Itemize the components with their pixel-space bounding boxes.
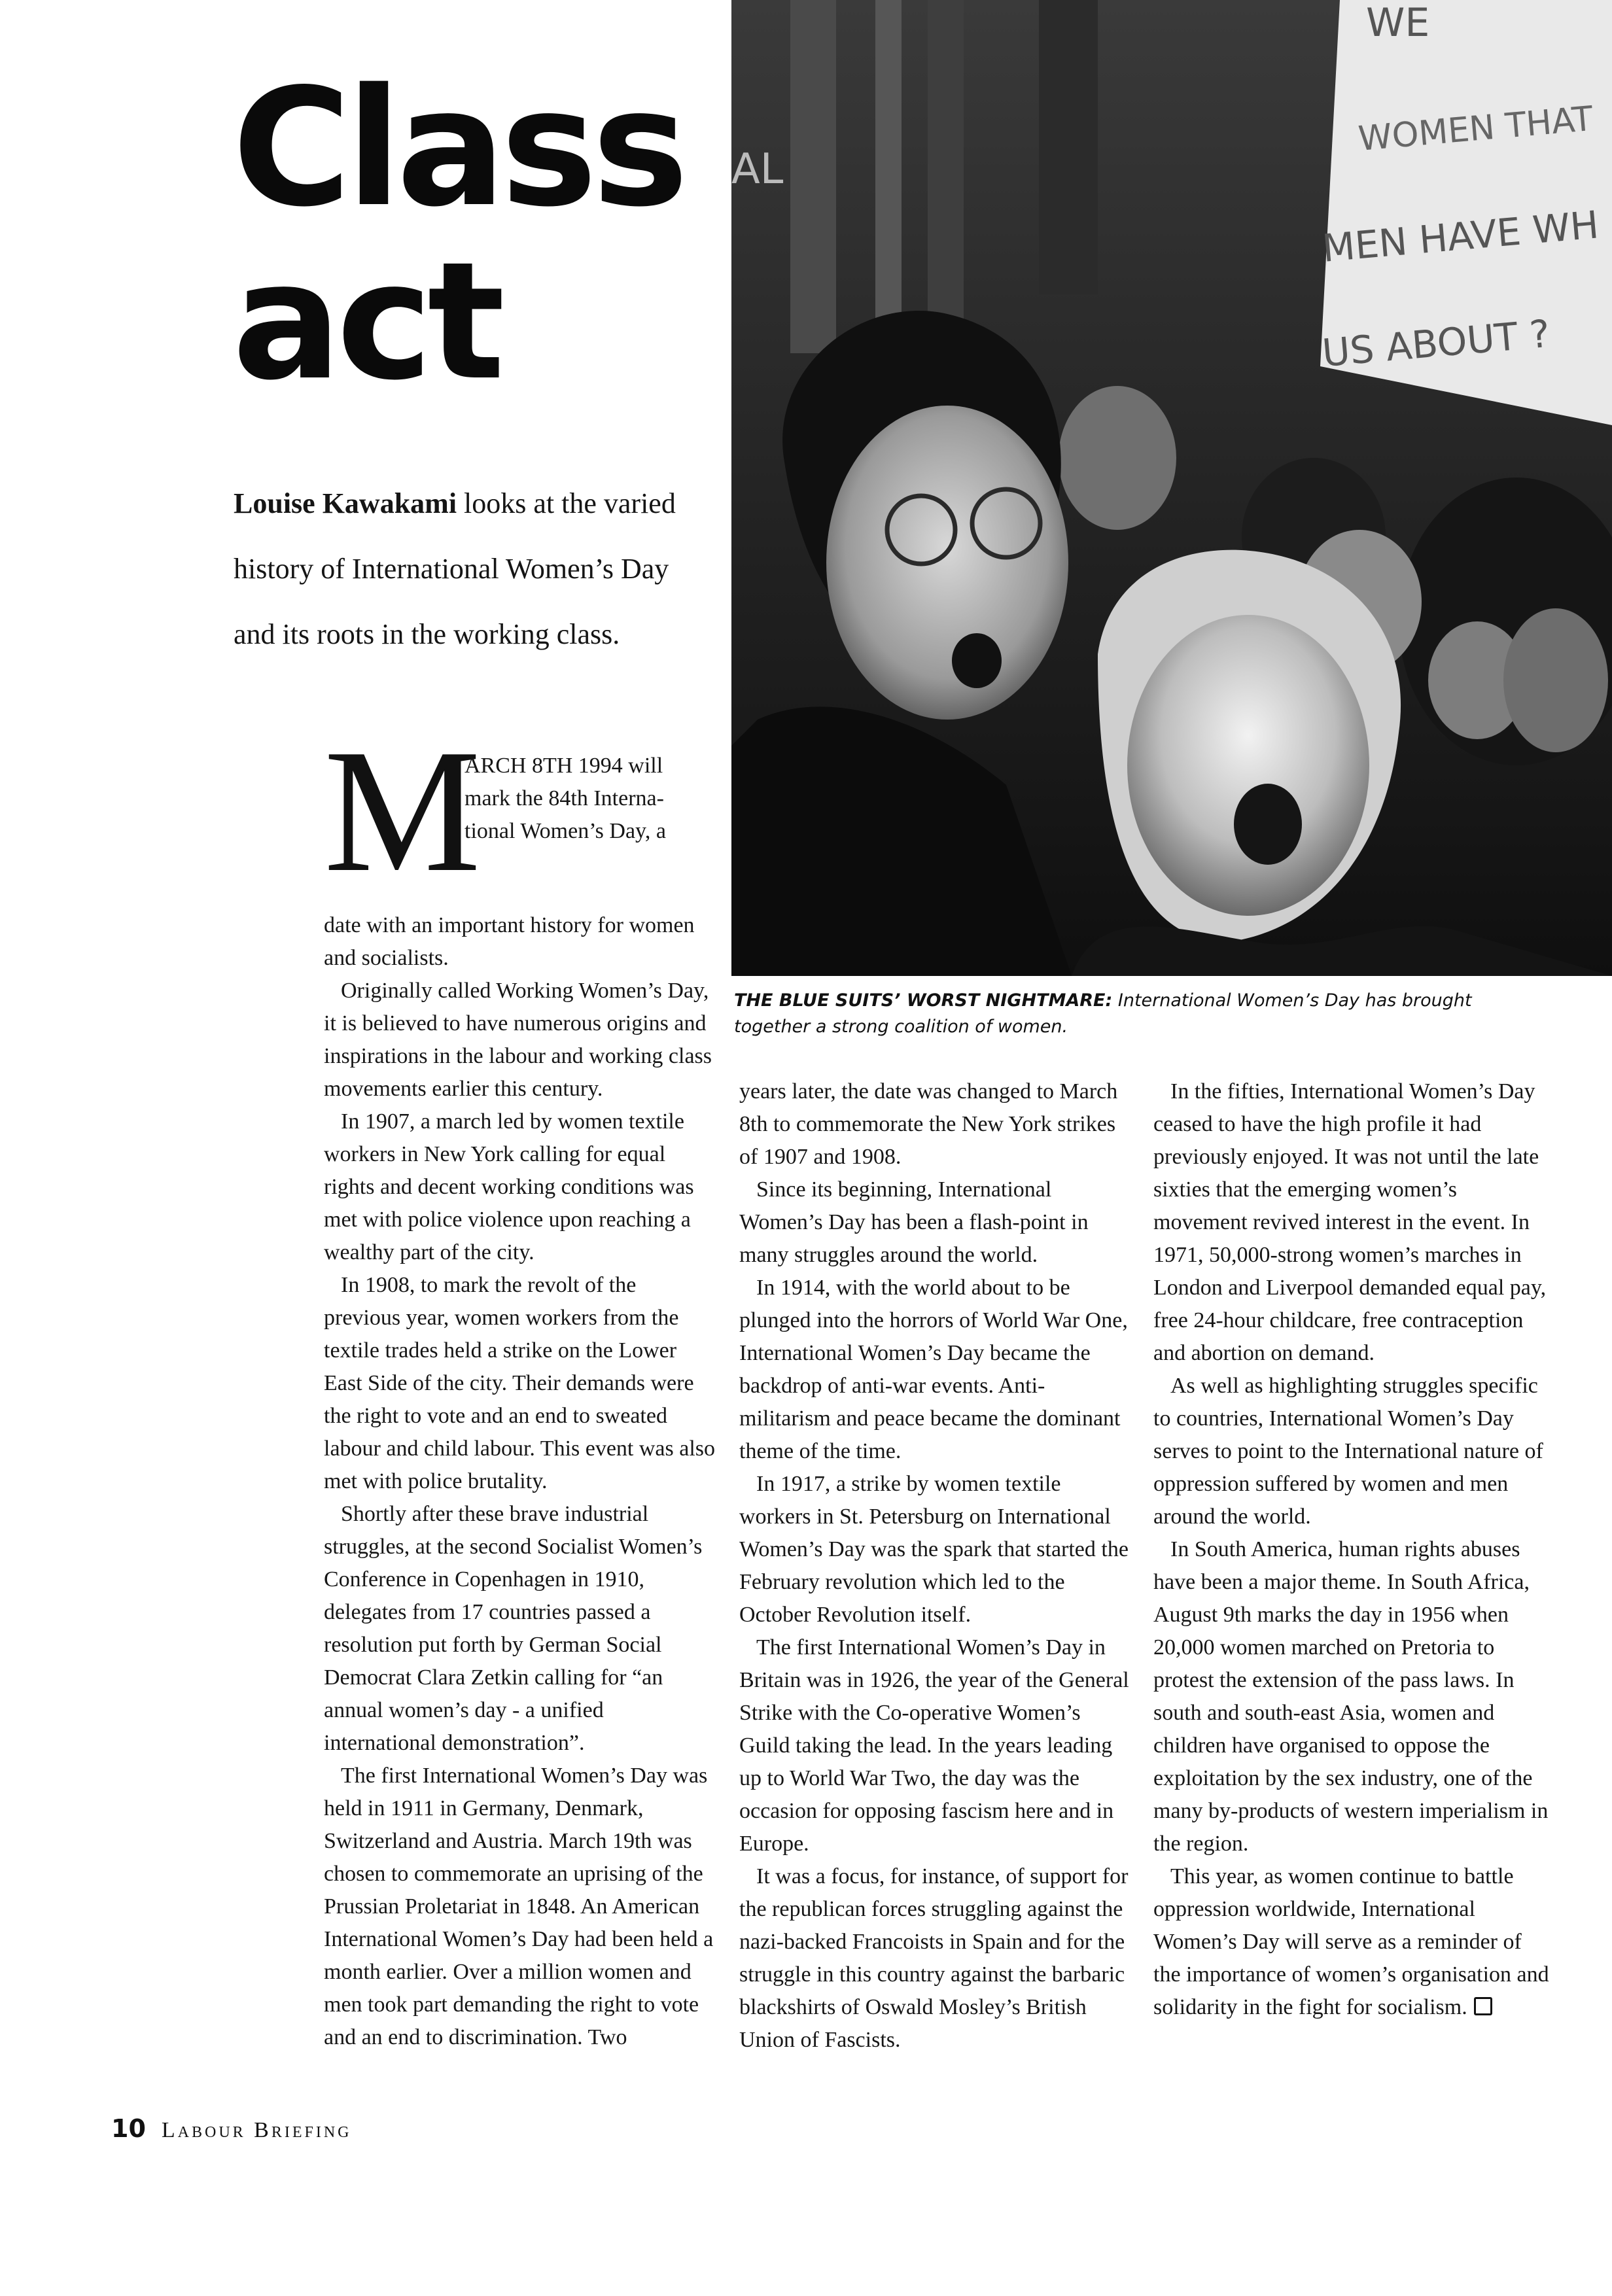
headline-line-1: Class	[232, 54, 684, 243]
protest-photo	[731, 0, 1612, 976]
crowd-face	[1503, 608, 1608, 752]
paragraph: In 1917, a strike by women textile workers in St. Petersburg on International Women’s Day was the spark that started the February revolution which led to the October Revolution itself.	[739, 1472, 1129, 1627]
article-column-2	[739, 1075, 1132, 2057]
drop-cap-lines	[464, 750, 716, 848]
singer-face	[826, 406, 1068, 720]
bg-pillar	[1039, 0, 1098, 294]
placard-text-left: AL	[731, 145, 784, 194]
article-column-1	[324, 713, 716, 2054]
photo-illustration	[731, 0, 1612, 976]
standfirst-line-1: looks at the varied	[457, 487, 676, 519]
standfirst-line-2: history of International Women’s Day	[234, 553, 669, 585]
closing-paragraph-text: This year, as women continue to battle oppression worldwide, International Women’s Day will serve as a reminder of the importance of women’s organisation and solidarity in the fight for socialism.	[1153, 1864, 1549, 2019]
end-mark-icon	[1474, 1997, 1492, 2015]
paragraph: date with an important history for women and socialists.	[324, 913, 695, 970]
drop-line: ARCH 8TH 1994 will	[464, 754, 663, 778]
publication-name: Labour Briefing	[161, 2118, 352, 2142]
caption-body: International Women’s Day has brought together a strong coalition of women.	[734, 990, 1472, 1037]
paragraph: In the fifties, International Women’s Day ceased to have the high profile it had previously enjoyed. It was not until the late sixties that the emerging women’s movement revived interest in the event. In 1971, 50,000-strong women’s marches in London and Liverpool demanded equal pay, free 24-hour childcare, free contraception and abortion on demand.	[1153, 1079, 1547, 1365]
crowd-face	[1059, 386, 1176, 530]
page-number: 10	[111, 2114, 146, 2143]
paragraph: It was a focus, for instance, of support for the republican forces struggling against the nazi-backed Francoists in Spain and for the struggle in this country against the barbaric blackshirts of Oswald Mosley’s British Union of Fascists.	[739, 1864, 1129, 2052]
paragraph: Originally called Working Women’s Day, it is believed to have numerous origins and inspirations in the labour and working class movements earlier this century.	[324, 979, 712, 1101]
standfirst	[234, 471, 731, 667]
paragraph: In South America, human rights abuses have been a major theme. In South Africa, August 9th marks the day in 1956 when 20,000 women marched on Pretoria to protest the extension of the pass laws. In south and south-east Asia, women and children have organised to oppose the exploitation by the sex industry, one of the many by-products of western imperialism in the region.	[1153, 1537, 1549, 1856]
placard-text: MEN HAVE WH	[1320, 202, 1601, 271]
paragraph: As well as highlighting struggles specific to countries, International Women’s Day serves to point to the International nature of oppression suffered by women and men around the world.	[1153, 1374, 1543, 1529]
open-mouth	[952, 633, 1002, 688]
paragraph: years later, the date was changed to March 8th to commemorate the New York strikes of 1907 and 1908.	[739, 1079, 1118, 1169]
placard-text: US ABOUT ?	[1320, 311, 1552, 375]
paragraph: The first International Women’s Day was held in 1911 in Germany, Denmark, Switzerland and Austria. March 19th was chosen to commemorate an uprising of the Prussian Proletariat in 1848. An American International Women’s Day had been held a month earlier. Over a million women and men took part demanding the right to vote and an end to discrimination. Two	[324, 1764, 714, 2049]
paragraph	[1153, 1860, 1549, 2024]
placard-text: WOMEN THAT	[1356, 99, 1595, 159]
article-column-3	[1153, 1075, 1549, 2024]
paragraph: Since its beginning, International Women’s Day has been a flash-point in many struggles around the world.	[739, 1177, 1089, 1267]
placard-text: WE	[1366, 0, 1430, 46]
drop-line: tional Women’s Day, a	[464, 819, 666, 843]
bg-pillar	[790, 0, 836, 353]
singer-face	[1127, 615, 1369, 916]
headline	[232, 54, 684, 416]
paragraph: In 1914, with the world about to be plunged into the horrors of World War One, International Women’s Day became the backdrop of anti-war events. Anti-militarism and peace became the dominant theme of the time.	[739, 1276, 1128, 1463]
caption-heading: THE BLUE SUITS’ WORST NIGHTMARE:	[734, 990, 1113, 1011]
paragraph: In 1908, to mark the revolt of the previous year, women workers from the textile trades held a strike on the Lower East Side of the city. Their demands were the right to vote and an end to sweated labour and child labour. This event was also met with police brutality.	[324, 1273, 716, 1493]
paragraph: In 1907, a march led by women textile workers in New York calling for equal rights and decent working conditions was met with police violence upon reaching a wealthy part of the city.	[324, 1109, 694, 1264]
author-name: Louise Kawakami	[234, 487, 457, 519]
paragraph: Shortly after these brave industrial struggles, at the second Socialist Women’s Conference in Copenhagen in 1910, delegates from 17 countries passed a resolution put forth by German Social Democrat Clara Zetkin calling for “an annual women’s day - a unified international demonstration”.	[324, 1502, 703, 1755]
paragraph: The first International Women’s Day in Britain was in 1926, the year of the General Strike with the Co-operative Women’s Guild taking the lead. In the years leading up to World War Two, the day was the occasion for opposing fascism here and in Europe.	[739, 1635, 1129, 1856]
open-mouth	[1234, 784, 1302, 865]
drop-cap: M	[324, 713, 482, 909]
bg-pillar	[928, 0, 964, 340]
standfirst-line-3: and its roots in the working class.	[234, 618, 620, 650]
page-footer	[111, 2114, 352, 2143]
headline-line-2: act	[232, 228, 500, 416]
photo-caption	[734, 988, 1545, 1040]
opening-paragraph	[324, 713, 716, 909]
drop-line: mark the 84th Interna-	[464, 786, 664, 810]
